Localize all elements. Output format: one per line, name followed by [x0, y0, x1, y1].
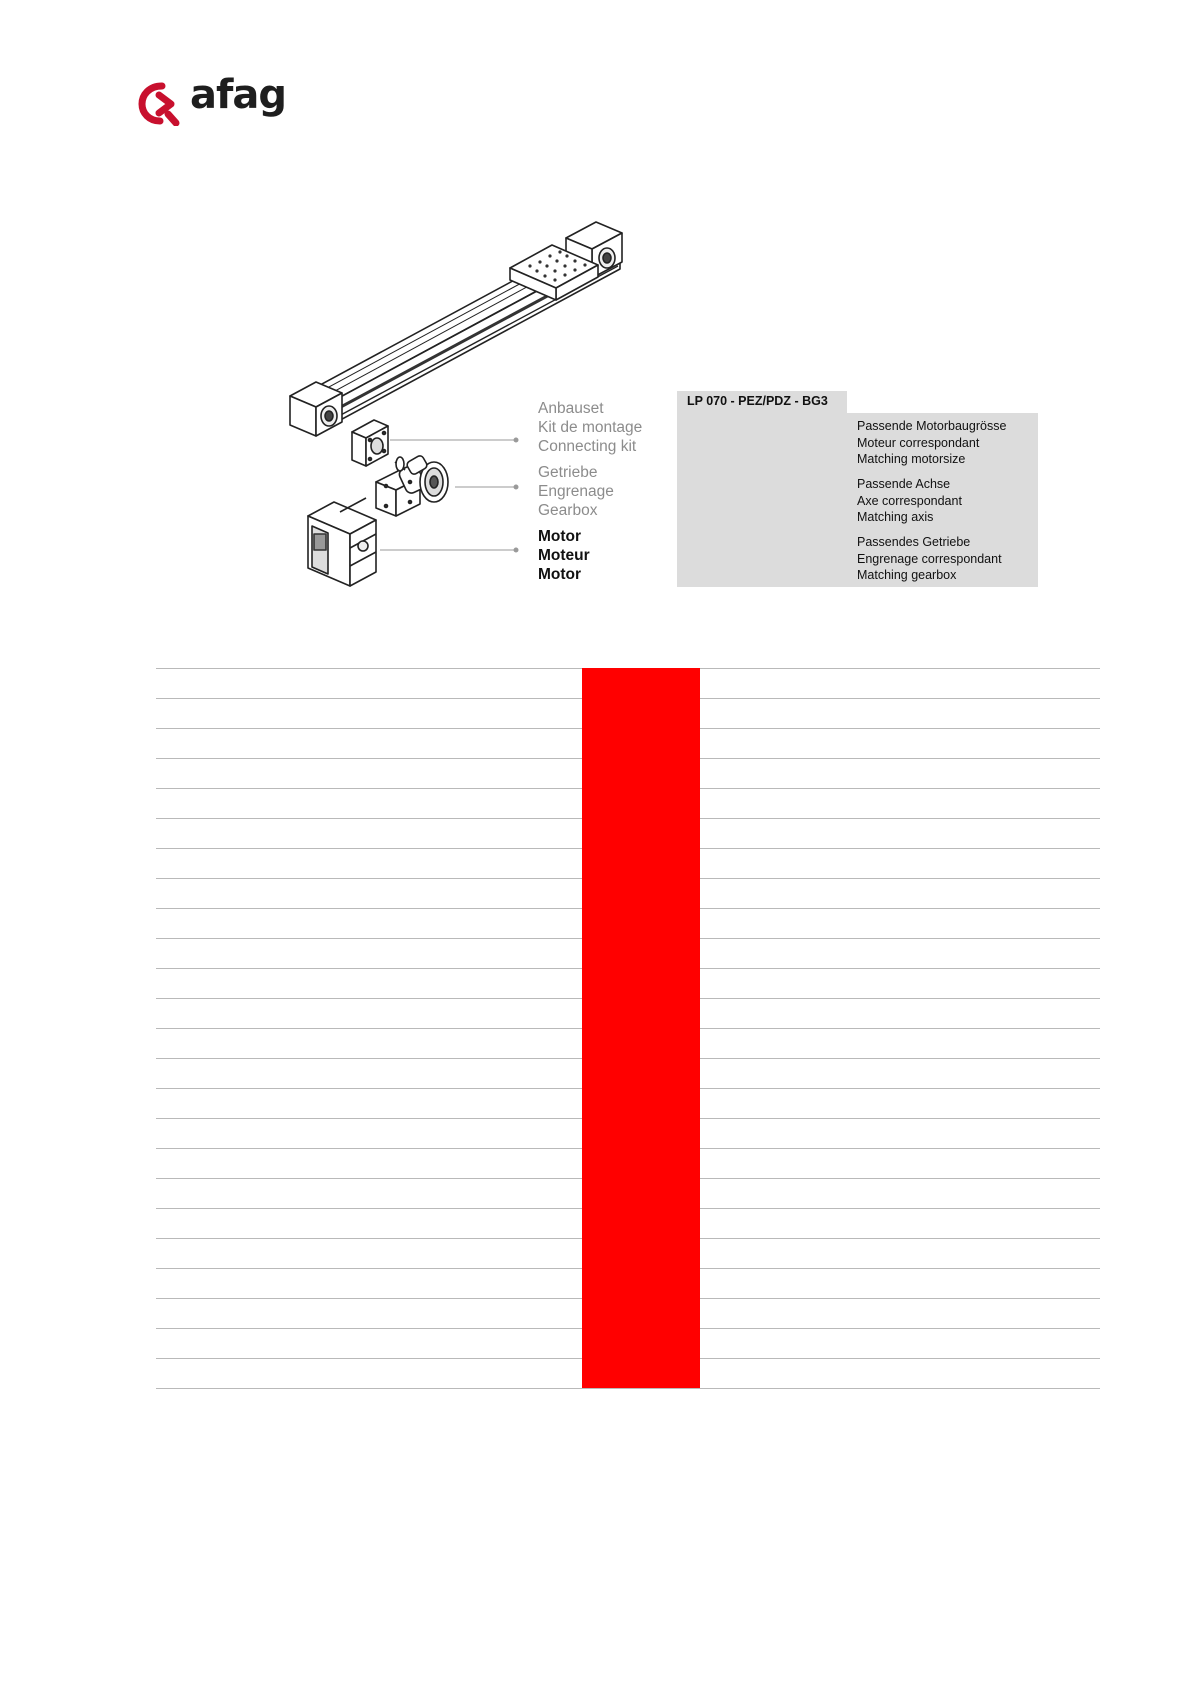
table-cell-highlight [582, 1178, 700, 1208]
table-cell-highlight [582, 1148, 700, 1178]
table-cell-left [156, 729, 581, 758]
table-cell-left [156, 1359, 581, 1388]
table-cell-right [700, 879, 1100, 908]
table-row [156, 968, 1100, 998]
table-cell-right [700, 1209, 1100, 1238]
table-cell-right [700, 1359, 1100, 1388]
table-cell-right [700, 969, 1100, 998]
table-row [156, 668, 1100, 698]
table-row [156, 1028, 1100, 1058]
table-row [156, 878, 1100, 908]
table-cell-right [700, 1269, 1100, 1298]
table-cell-right [700, 1299, 1100, 1328]
table-cell-highlight [582, 878, 700, 908]
table-cell-left [156, 1269, 581, 1298]
code-description-gearbox: Passendes Getriebe Engrenage correspondant Matching gearbox [857, 535, 1002, 582]
table-cell-right [700, 729, 1100, 758]
table-cell-left [156, 819, 581, 848]
table-cell-highlight [582, 788, 700, 818]
product-table [156, 668, 1100, 1389]
table-row [156, 1088, 1100, 1118]
table-cell-left [156, 1209, 581, 1238]
table-row [156, 938, 1100, 968]
code-description-axis: Passende Achse Axe correspondant Matching axis [857, 477, 962, 524]
table-cell-right [700, 909, 1100, 938]
table-row [156, 848, 1100, 878]
table-cell-highlight [582, 848, 700, 878]
order-code-tab [677, 391, 847, 415]
table-cell-highlight [582, 1058, 700, 1088]
table-cell-highlight [582, 1298, 700, 1328]
table-cell-left [156, 1299, 581, 1328]
table-cell-right [700, 1149, 1100, 1178]
table-row [156, 1148, 1100, 1178]
table-cell-right [700, 789, 1100, 818]
order-code-body [677, 413, 1038, 587]
table-row [156, 728, 1100, 758]
table-cell-left [156, 909, 581, 938]
table-cell-highlight [582, 1238, 700, 1268]
table-cell-right [700, 1179, 1100, 1208]
table-cell-left [156, 1029, 581, 1058]
order-code-panel [677, 391, 1038, 587]
table-cell-highlight [582, 1268, 700, 1298]
table-cell-right [700, 1329, 1100, 1358]
code-description-motorsize: Passende Motorbaugrösse Moteur correspondant Matching motorsize [857, 419, 1007, 466]
table-row [156, 1238, 1100, 1268]
table-row [156, 1058, 1100, 1088]
table-cell-right [700, 1029, 1100, 1058]
table-cell-left [156, 1239, 581, 1268]
table-cell-left [156, 1149, 581, 1178]
table-row [156, 908, 1100, 938]
table-row [156, 1358, 1100, 1389]
table-cell-highlight [582, 1088, 700, 1118]
table-cell-left [156, 759, 581, 788]
motor-part [308, 498, 376, 586]
table-cell-highlight [582, 668, 700, 698]
table-cell-highlight [582, 1118, 700, 1148]
table-cell-highlight [582, 1028, 700, 1058]
logo-wordmark: afag [190, 72, 287, 118]
table-row [156, 1118, 1100, 1148]
table-row [156, 1208, 1100, 1238]
table-cell-highlight [582, 908, 700, 938]
table-cell-highlight [582, 968, 700, 998]
table-cell-left [156, 849, 581, 878]
table-cell-left [156, 1329, 581, 1358]
table-row [156, 758, 1100, 788]
table-cell-right [700, 999, 1100, 1028]
callout-motor: Motor Moteur Motor [538, 528, 590, 583]
table-cell-right [700, 669, 1100, 698]
table-cell-right [700, 819, 1100, 848]
table-cell-right [700, 699, 1100, 728]
table-cell-highlight [582, 758, 700, 788]
table-cell-left [156, 999, 581, 1028]
table-cell-left [156, 879, 581, 908]
table-cell-left [156, 669, 581, 698]
table-cell-highlight [582, 1328, 700, 1358]
table-row [156, 818, 1100, 848]
table-row [156, 1178, 1100, 1208]
callout-gearbox: Getriebe Engrenage Gearbox [538, 464, 614, 519]
table-cell-highlight [582, 818, 700, 848]
callout-connecting-kit: Anbauset Kit de montage Connecting kit [538, 400, 643, 455]
table-cell-highlight [582, 1358, 700, 1388]
table-cell-right [700, 1089, 1100, 1118]
gearbox-part [376, 454, 448, 516]
order-code: LP 070 - PEZ/PDZ - BG3 [687, 394, 828, 408]
table-cell-highlight [582, 698, 700, 728]
table-cell-highlight [582, 728, 700, 758]
table-cell-right [700, 759, 1100, 788]
table-row [156, 1298, 1100, 1328]
table-cell-right [700, 1239, 1100, 1268]
table-cell-right [700, 849, 1100, 878]
table-row [156, 998, 1100, 1028]
table-cell-left [156, 969, 581, 998]
table-row [156, 1268, 1100, 1298]
table-cell-right [700, 939, 1100, 968]
table-cell-highlight [582, 938, 700, 968]
table-row [156, 1328, 1100, 1358]
table-cell-highlight [582, 998, 700, 1028]
table-cell-left [156, 939, 581, 968]
table-cell-right [700, 1119, 1100, 1148]
table-cell-right [700, 1059, 1100, 1088]
table-cell-left [156, 1059, 581, 1088]
table-cell-left [156, 1179, 581, 1208]
table-cell-left [156, 1119, 581, 1148]
table-row [156, 788, 1100, 818]
table-cell-left [156, 699, 581, 728]
table-cell-highlight [582, 1208, 700, 1238]
table-cell-left [156, 789, 581, 818]
table-row [156, 698, 1100, 728]
table-cell-left [156, 1089, 581, 1118]
